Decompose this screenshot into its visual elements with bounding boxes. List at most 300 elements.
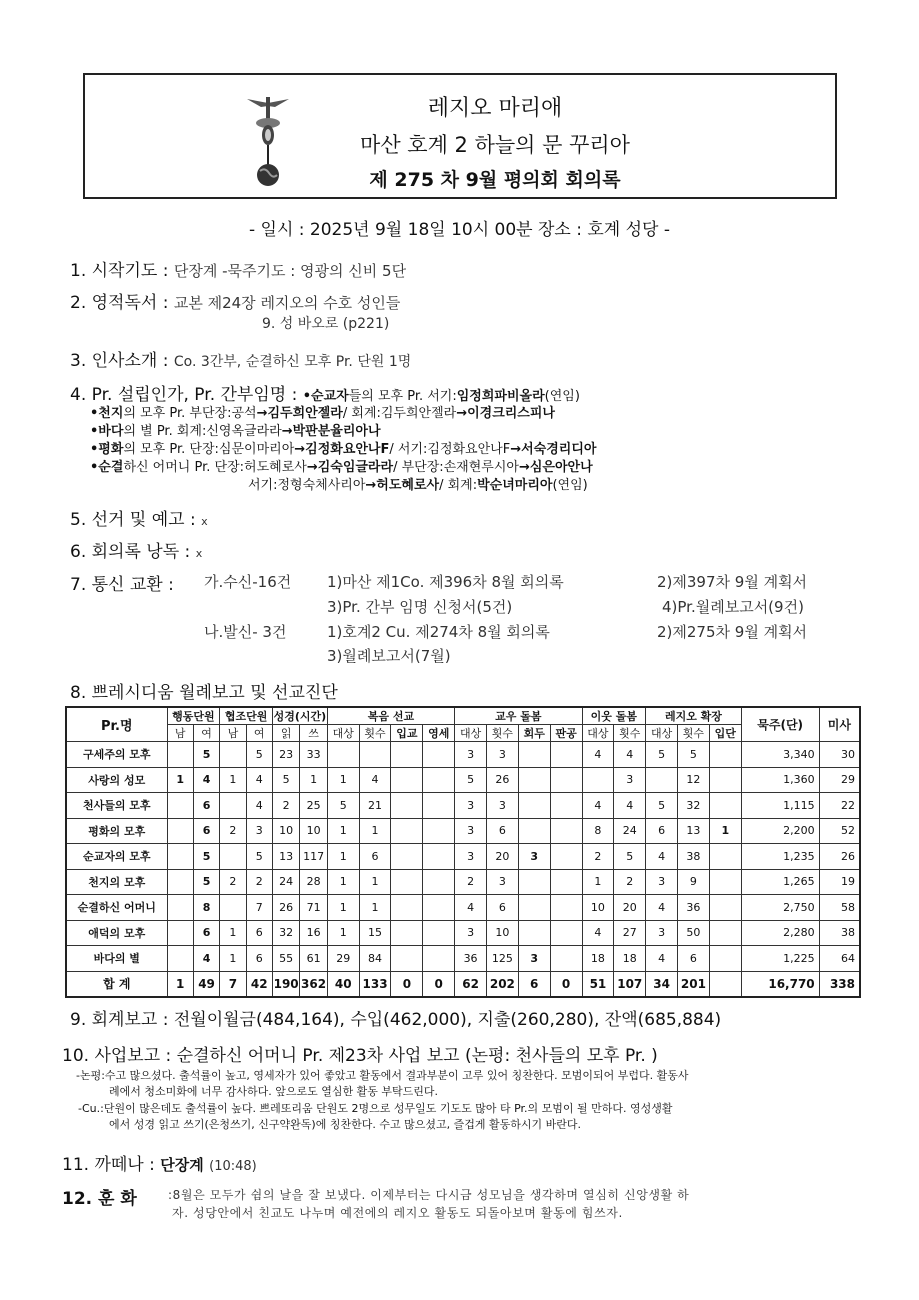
appointment-name: →김숙임글라라	[306, 460, 394, 475]
table-cell: 38	[819, 920, 860, 946]
table-cell: 15	[359, 920, 391, 946]
table-cell: 5	[646, 793, 678, 819]
table-cell: 2	[272, 793, 299, 819]
item-10-label: 10. 사업보고 :	[62, 1046, 172, 1066]
header-evangelization: 복음 선교	[327, 707, 454, 725]
table-cell: 2	[246, 869, 272, 895]
appointment-name: 박순녀마리아	[477, 478, 553, 493]
table-cell: 25	[300, 793, 327, 819]
table-cell	[423, 895, 455, 921]
table-cell: 190	[272, 971, 299, 997]
table-row	[66, 793, 860, 819]
table-cell: 5	[272, 767, 299, 793]
table-cell: 2	[455, 869, 487, 895]
item-4-line-5	[90, 456, 593, 475]
item-10-comment-1a: -논평:수고 많으셨다. 출석률이 높고, 영세자가 있어 좋았고 활동에서 결과부분이 고루 있어 칭찬한다. 모범이되어 부럽다. 활동사	[76, 1069, 689, 1082]
table-cell	[550, 818, 582, 844]
appointment-name: →김두희안젤라	[256, 406, 343, 421]
table-cell	[423, 767, 455, 793]
table-cell: 6	[646, 818, 678, 844]
table-cell: 29	[327, 946, 359, 972]
appointment-name: →허도혜로사	[365, 478, 440, 493]
item-11	[62, 1150, 257, 1175]
subheader-cell: 남	[220, 725, 246, 742]
table-row	[66, 844, 860, 870]
table-cell	[391, 767, 423, 793]
table-cell: 5	[246, 742, 272, 768]
table-cell: 26	[272, 895, 299, 921]
table-cell: 5	[646, 742, 678, 768]
table-cell: 117	[300, 844, 327, 870]
table-cell: 27	[614, 920, 646, 946]
item-11-label: 11. 까떼나 :	[62, 1155, 155, 1175]
table-cell: 1,265	[741, 869, 819, 895]
item-7-recv-1: 1)마산 제1Co. 제396차 8월 회의록	[327, 573, 564, 591]
table-cell: 42	[246, 971, 272, 997]
table-cell: 1	[327, 844, 359, 870]
appointment-text: / 서기:김정화요안나F	[389, 442, 511, 457]
table-cell: 3	[646, 869, 678, 895]
org-name: 레지오 마리애	[427, 96, 563, 121]
table-cell: 10	[486, 920, 518, 946]
table-cell: 13	[678, 818, 710, 844]
item-9-text: 전월이월금(484,164), 수입(462,000), 지출(260,280), 잔액(685,884)	[173, 1010, 722, 1030]
item-7-send-3: 3)월례보고서(7월)	[327, 647, 451, 665]
item-1-text: 단장계 -묵주기도 : 영광의 신비 5단	[173, 262, 407, 280]
table-cell: 1	[220, 767, 246, 793]
item-2	[70, 288, 400, 313]
table-cell: 10	[272, 818, 299, 844]
item-3	[70, 346, 411, 371]
table-cell: 20	[486, 844, 518, 870]
table-cell: 1,235	[741, 844, 819, 870]
presidium-name: 순교자의 모후	[66, 844, 167, 870]
table-cell: 1	[220, 920, 246, 946]
table-cell: 133	[359, 971, 391, 997]
table-cell: 2	[220, 818, 246, 844]
table-cell: 21	[359, 793, 391, 819]
table-cell: 0	[391, 971, 423, 997]
item-7-recv-4: 4)Pr.월례보고서(9건)	[662, 598, 804, 616]
table-cell	[550, 946, 582, 972]
table-cell	[709, 869, 741, 895]
header-mass: 미사	[819, 707, 860, 742]
table-cell	[167, 869, 193, 895]
table-cell	[518, 895, 550, 921]
table-cell	[582, 767, 614, 793]
curia-name: 마산 호계 2 하늘의 문 꾸리아	[360, 133, 630, 157]
table-cell: 4	[614, 793, 646, 819]
table-cell	[167, 742, 193, 768]
table-cell: 55	[272, 946, 299, 972]
presidium-name: 바다의 별	[66, 946, 167, 972]
table-cell: 1	[709, 818, 741, 844]
presidium-name: 순결하신 어머니	[66, 895, 167, 921]
item-1-label: 1. 시작기도 :	[70, 261, 169, 281]
item-6-label: 6. 회의록 낭독 :	[70, 542, 191, 562]
table-cell: 3	[486, 869, 518, 895]
table-cell: 19	[819, 869, 860, 895]
subheader-cell: 여	[246, 725, 272, 742]
header-pr-name: Pr.명	[66, 707, 167, 742]
table-cell	[167, 946, 193, 972]
table-cell: 58	[819, 895, 860, 921]
header-bible-hours: 성경(시간)	[272, 707, 327, 725]
table-cell: 10	[300, 818, 327, 844]
table-cell: 1	[359, 869, 391, 895]
table-cell: 1	[327, 767, 359, 793]
table-cell: 64	[819, 946, 860, 972]
item-9-label: 9. 회계보고 :	[70, 1010, 169, 1030]
table-cell: 22	[819, 793, 860, 819]
table-cell: 36	[455, 946, 487, 972]
table-cell	[220, 742, 246, 768]
table-cell	[391, 920, 423, 946]
table-cell	[391, 946, 423, 972]
table-cell	[518, 742, 550, 768]
table-cell: 2	[614, 869, 646, 895]
table-cell: 1,360	[741, 767, 819, 793]
table-cell: 4	[193, 767, 219, 793]
table-cell: 338	[819, 971, 860, 997]
table-cell: 3	[455, 818, 487, 844]
table-cell	[220, 895, 246, 921]
table-cell: 1	[327, 895, 359, 921]
table-cell: 3	[486, 793, 518, 819]
table-cell: 1	[167, 971, 193, 997]
appointment-text: (연임)	[552, 478, 588, 493]
table-cell	[391, 818, 423, 844]
table-row	[66, 767, 860, 793]
header-auxiliary-members: 협조단원	[220, 707, 273, 725]
table-cell: 6	[193, 920, 219, 946]
table-cell: 5	[193, 742, 219, 768]
item-10-comment-2a: -Cu.:단원이 많은데도 출석률이 높다. 쁘레또리움 단원도 2명으로 성무일도 기도도 많아 타 Pr.의 모범이 될 만하다. 영성생활	[78, 1102, 673, 1115]
presidium-name: 천지의 모후	[66, 869, 167, 895]
table-cell: 32	[272, 920, 299, 946]
table-cell: 9	[678, 869, 710, 895]
table-cell	[423, 869, 455, 895]
table-cell: 4	[614, 742, 646, 768]
table-cell	[709, 895, 741, 921]
table-cell: 18	[614, 946, 646, 972]
table-cell	[391, 895, 423, 921]
table-cell: 6	[486, 895, 518, 921]
table-row	[66, 869, 860, 895]
appointment-name: •바다	[90, 424, 124, 439]
table-cell	[550, 767, 582, 793]
table-cell: 3	[646, 920, 678, 946]
table-cell	[423, 844, 455, 870]
subheader-cell: 횟수	[678, 725, 710, 742]
subheader-cell: 쓰	[300, 725, 327, 742]
table-cell: 24	[272, 869, 299, 895]
table-cell: 2	[582, 844, 614, 870]
table-cell: 5	[327, 793, 359, 819]
table-cell: 16,770	[741, 971, 819, 997]
item-7-send-1: 1)호계2 Cu. 제274차 8월 회의록	[327, 623, 550, 641]
table-cell: 12	[678, 767, 710, 793]
table-cell: 4	[582, 742, 614, 768]
subheader-cell: 영세	[423, 725, 455, 742]
appointment-text: (연임)	[544, 389, 580, 404]
table-cell	[709, 844, 741, 870]
table-row	[66, 895, 860, 921]
item-7-recv-label: 가.수신-16건	[204, 573, 292, 591]
appointment-text: / 부단장:손재현루시아	[393, 460, 519, 475]
table-cell: 3	[455, 844, 487, 870]
table-cell	[709, 920, 741, 946]
table-cell: 4	[246, 767, 272, 793]
table-cell: 50	[678, 920, 710, 946]
table-cell	[391, 742, 423, 768]
table-cell: 6	[678, 946, 710, 972]
table-cell: 4	[646, 844, 678, 870]
table-cell	[709, 793, 741, 819]
table-cell: 26	[819, 844, 860, 870]
table-cell: 362	[300, 971, 327, 997]
table-cell	[423, 920, 455, 946]
item-12-text-2: 자. 성당안에서 친교도 나누며 예전에의 레지오 활동도 되돌아보며 활동에 힘쓰자.	[172, 1206, 623, 1220]
table-cell: 8	[193, 895, 219, 921]
table-cell: 1	[220, 946, 246, 972]
subheader-cell: 읽	[272, 725, 299, 742]
header-rosary: 묵주(단)	[741, 707, 819, 742]
table-cell: 5	[678, 742, 710, 768]
table-cell: 1	[327, 920, 359, 946]
table-cell: 40	[327, 971, 359, 997]
table-cell	[423, 818, 455, 844]
presidium-report-table	[65, 706, 861, 998]
table-cell: 1	[300, 767, 327, 793]
table-cell	[391, 793, 423, 819]
table-cell: 4	[193, 946, 219, 972]
item-2-label: 2. 영적독서 :	[70, 293, 169, 313]
appointment-text: 의 모후 Pr. 단장:심문이마리아	[123, 442, 295, 457]
subheader-cell: 대상	[327, 725, 359, 742]
table-cell: 6	[486, 818, 518, 844]
item-11-time: (10:48)	[209, 1159, 257, 1174]
table-cell: 2,750	[741, 895, 819, 921]
table-cell: 20	[614, 895, 646, 921]
item-6-text: x	[195, 547, 203, 560]
total-row	[66, 971, 860, 997]
table-cell	[518, 818, 550, 844]
presidium-name: 천사들의 모후	[66, 793, 167, 819]
item-7-recv-2: 2)제397차 9월 계획서	[657, 573, 808, 591]
appointment-name: •천지	[90, 406, 124, 421]
table-cell: 1	[167, 767, 193, 793]
table-cell	[709, 742, 741, 768]
table-cell: 1	[327, 818, 359, 844]
table-cell: 51	[582, 971, 614, 997]
table-cell: 8	[582, 818, 614, 844]
item-2-text2: 9. 성 바오로 (p221)	[262, 316, 390, 332]
appointment-name: →심은아안나	[518, 460, 593, 475]
appointment-name: →이경크리스피나	[456, 406, 555, 421]
total-label: 합 계	[66, 971, 167, 997]
table-cell: 10	[582, 895, 614, 921]
item-1	[70, 256, 406, 281]
table-row	[66, 946, 860, 972]
table-cell	[550, 844, 582, 870]
table-cell: 84	[359, 946, 391, 972]
subheader-cell: 횟수	[614, 725, 646, 742]
table-cell	[167, 844, 193, 870]
table-cell: 71	[300, 895, 327, 921]
table-cell: 38	[678, 844, 710, 870]
appointment-text: 서기:정형숙체사리아	[248, 478, 366, 493]
header-legion-expansion: 레지오 확장	[646, 707, 742, 725]
subheader-cell: 입교	[391, 725, 423, 742]
table-cell	[391, 844, 423, 870]
item-4-line-3	[90, 420, 381, 439]
table-cell: 23	[272, 742, 299, 768]
table-cell	[709, 946, 741, 972]
item-3-label: 3. 인사소개 :	[70, 351, 169, 371]
presidium-name: 사랑의 성모	[66, 767, 167, 793]
title-box	[83, 73, 837, 199]
table-cell: 6	[246, 946, 272, 972]
table-cell: 107	[614, 971, 646, 997]
table-cell: 1,225	[741, 946, 819, 972]
table-cell	[550, 895, 582, 921]
item-10-text: 순결하신 어머니 Pr. 제23차 사업 보고 (논평: 천사들의 모후 Pr. )	[176, 1046, 658, 1066]
appointment-name: →박판분율리아나	[281, 424, 381, 439]
table-cell	[167, 895, 193, 921]
table-cell: 1	[582, 869, 614, 895]
table-cell: 26	[486, 767, 518, 793]
table-row	[66, 920, 860, 946]
presidium-name: 애덕의 모후	[66, 920, 167, 946]
table-cell: 5	[614, 844, 646, 870]
table-cell	[709, 767, 741, 793]
document-title: 제 275 차 9월 평의회 회의록	[369, 169, 621, 191]
table-cell: 3	[455, 920, 487, 946]
item-10-comment-2b: 에서 성경 읽고 쓰기(은청쓰기, 신구약완독)에 칭찬한다. 수고 많으셨고, 즐겁게 활동하시기 바란다.	[109, 1118, 581, 1131]
appointment-name: 임정희파비올라	[456, 389, 545, 404]
table-cell	[709, 971, 741, 997]
table-cell: 4	[646, 946, 678, 972]
table-cell: 6	[193, 818, 219, 844]
table-cell: 6	[193, 793, 219, 819]
table-cell: 61	[300, 946, 327, 972]
table-cell	[518, 920, 550, 946]
subheader-cell: 횟수	[486, 725, 518, 742]
table-cell: 30	[819, 742, 860, 768]
table-cell	[423, 742, 455, 768]
table-cell	[550, 742, 582, 768]
table-row	[66, 742, 860, 768]
table-cell	[423, 793, 455, 819]
table-cell: 3	[614, 767, 646, 793]
table-cell: 3	[518, 844, 550, 870]
table-cell	[220, 793, 246, 819]
item-7-label: 7. 통신 교환 :	[70, 575, 174, 595]
table-cell: 6	[359, 844, 391, 870]
item-4-line-4	[90, 438, 596, 457]
table-cell: 5	[193, 869, 219, 895]
item-6	[70, 537, 202, 562]
table-cell	[167, 920, 193, 946]
table-cell: 6	[518, 971, 550, 997]
table-cell: 2,200	[741, 818, 819, 844]
item-10	[62, 1041, 658, 1066]
table-cell	[646, 767, 678, 793]
table-cell	[518, 767, 550, 793]
header-neighbor-care: 이웃 돌봄	[582, 707, 646, 725]
table-cell: 3	[518, 946, 550, 972]
item-12-label: 12. 훈 화	[62, 1189, 137, 1209]
item-10-comment-1b: 례에서 청소미화에 너무 감사하다. 앞으로도 열심한 활동 부탁드린다.	[109, 1085, 438, 1098]
item-9	[70, 1005, 721, 1030]
table-cell	[167, 818, 193, 844]
subheader-cell: 판공	[550, 725, 582, 742]
item-7-send-2: 2)제275차 9월 계획서	[657, 623, 808, 641]
table-cell: 4	[455, 895, 487, 921]
appointment-text: 하신 어머니 Pr. 단장:허도혜로사	[123, 460, 307, 475]
table-cell: 28	[300, 869, 327, 895]
table-cell: 24	[614, 818, 646, 844]
table-row	[66, 818, 860, 844]
table-cell	[220, 844, 246, 870]
appointment-name: •순교자	[302, 389, 349, 404]
table-cell: 32	[678, 793, 710, 819]
table-cell	[359, 742, 391, 768]
subheader-cell: 입단	[709, 725, 741, 742]
appointment-name: •순결	[90, 460, 124, 475]
table-cell: 1	[327, 869, 359, 895]
item-8-label: 8. 쁘레시디움 월례보고 및 선교진단	[70, 683, 338, 703]
item-4-label: 4. Pr. 설립인가, Pr. 간부임명 :	[70, 385, 298, 405]
table-cell: 62	[455, 971, 487, 997]
appointment-name: •평화	[90, 442, 124, 457]
table-cell: 2,280	[741, 920, 819, 946]
table-cell: 18	[582, 946, 614, 972]
table-cell: 7	[246, 895, 272, 921]
table-cell	[550, 793, 582, 819]
table-cell: 5	[193, 844, 219, 870]
item-7-recv-3: 3)Pr. 간부 임명 신청서(5건)	[327, 598, 513, 616]
table-cell: 3	[246, 818, 272, 844]
table-cell: 34	[646, 971, 678, 997]
header-parishioner-care: 교우 돌봄	[455, 707, 582, 725]
meeting-info: - 일시 : 2025년 9월 18일 10시 00분 장소 : 호계 성당 -	[248, 220, 671, 240]
appointment-text: / 회계:김두희안젤라	[342, 406, 457, 421]
table-cell	[518, 869, 550, 895]
table-cell: 5	[455, 767, 487, 793]
table-cell: 1	[359, 895, 391, 921]
table-cell: 0	[550, 971, 582, 997]
appointment-text: 의 별 Pr. 회계:신영옥글라라	[123, 424, 282, 439]
item-7-send-label: 나.발신- 3건	[204, 623, 287, 641]
subheader-cell: 대상	[582, 725, 614, 742]
appointment-text: 의 모후 Pr. 부단장:공석	[123, 406, 257, 421]
table-cell: 4	[246, 793, 272, 819]
item-2-text: 교본 제24장 레지오의 수호 성인들	[173, 294, 401, 312]
table-cell: 5	[246, 844, 272, 870]
table-cell: 0	[423, 971, 455, 997]
appointment-name: →서숙경리디아	[510, 442, 597, 457]
table-cell: 201	[678, 971, 710, 997]
appointment-text: 들의 모후 Pr. 서기:	[348, 389, 457, 404]
item-5-label: 5. 선거 및 예고 :	[70, 510, 196, 530]
item-11-text: 단장계	[160, 1156, 204, 1174]
table-cell: 6	[246, 920, 272, 946]
subheader-cell: 회두	[518, 725, 550, 742]
table-cell: 7	[220, 971, 246, 997]
subheader-cell: 여	[193, 725, 219, 742]
